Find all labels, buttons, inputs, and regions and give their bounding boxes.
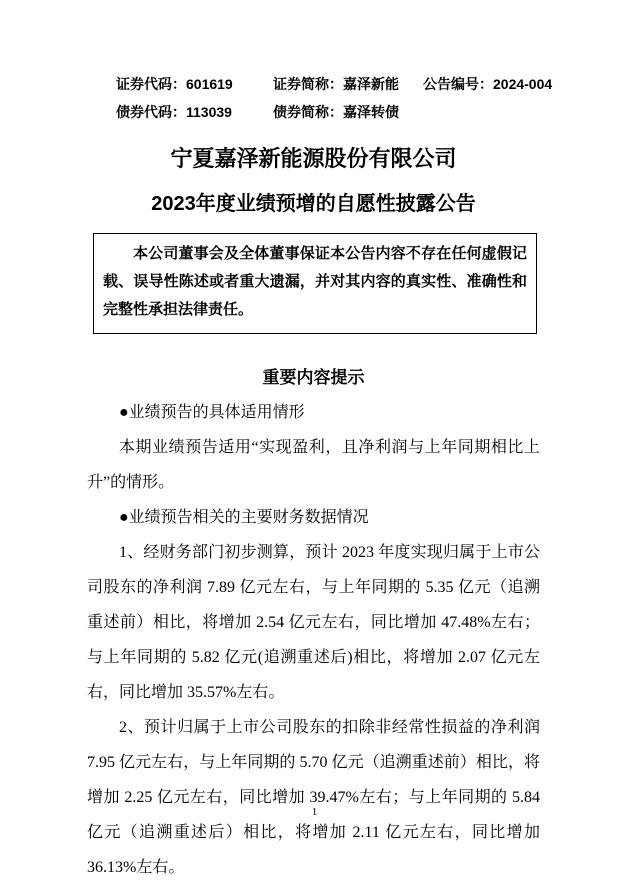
bond-name: 债券简称：嘉泽转债 (273, 104, 399, 120)
financial-paragraph-deducted-net-profit: 2、预计归属于上市公司股东的扣除非经常性损益的净利润 7.95 亿元左右，与上年同期的 5.70 亿元（追溯重述前）相比，将增加 2.25 亿元左右，同比增加 39.47%左右；与上年同期的 5.84 亿元（追溯重述后）相比，将增加 2.11 亿元左右，同比增加 36.13%左右。 (87, 719, 540, 876)
document-content (87, 0, 553, 881)
bullet-item-financial-data-title: ●业绩预告相关的主要财务数据情况 (119, 509, 369, 526)
company-name-title: 宁夏嘉泽新能源股份有限公司 (170, 146, 457, 171)
document-header (87, 70, 553, 126)
header-row2-spacer (423, 98, 540, 126)
security-code: 证券代码：601619 (116, 76, 233, 92)
bond-code: 债券代码：113039 (116, 104, 232, 120)
header-row-bonds (116, 98, 540, 126)
announcement-title: 2023年度业绩预增的自愿性披露公告 (151, 193, 476, 215)
bullet-item-scenario-title: ●业绩预告的具体适用情形 (119, 404, 305, 421)
bullet-item-scenario-body: 本期业绩预告适用“实现盈利，且净利润与上年同期相比上升”的情形。 (87, 439, 540, 491)
announcement-number: 公告编号：2024-004 (423, 76, 553, 92)
page-number: 1 (311, 806, 318, 818)
financial-paragraph-net-profit: 1、经财务部门初步测算，预计 2023 年度实现归属于上市公司股东的净利润 7.89 亿元左右，与上年同期的 5.35 亿元（追溯重述前）相比，将增加 2.54 亿元左右，同比增加 47.48%左右；与上年同期的 5.82 亿元(追溯重述后)相比，将增加 2.07 亿元左右，同比增加 35.57%左右。 (87, 544, 540, 701)
important-notice-heading: 重要内容提示 (262, 368, 365, 387)
header-row-securities (116, 70, 553, 98)
disclaimer-box (93, 233, 537, 334)
security-name: 证券简称：嘉泽新能 (273, 76, 399, 92)
disclaimer-text: 本公司董事会及全体董事保证本公告内容不存在任何虚假记载、误导性陈述或者重大遗漏，并对其内容的真实性、准确性和完整性承担法律责任。 (103, 246, 527, 318)
